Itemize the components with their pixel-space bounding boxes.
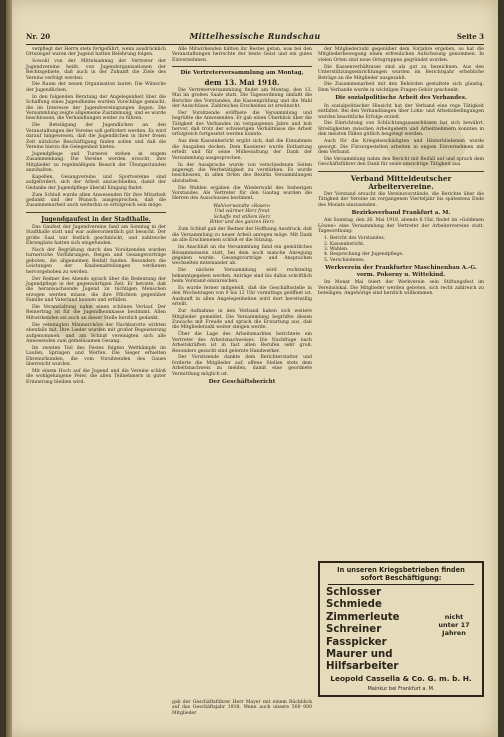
article-paragraph: Alle Mitwirkenden hätten ihr Bestes getan, was bei den Veranstaltungen herrschte der beste Geist und ein gutes Einvernehmen. <box>172 47 312 63</box>
article-paragraph: Kapellen, Gesangvereine und Sportvereine sind aufgefordert, sich der Arbeit anzuschließen, damit der Gedanke der Jugendpflege überall Eingang findet. <box>26 174 166 191</box>
article-paragraph: Jugendpflege und Turnerei stehen in engem Zusammenhang. Die Vereine werden ersucht, ihre Mitglieder zu regelmäßigem Besuch der Übungsstunden anzuhalten. <box>26 151 166 174</box>
ad-job: Schreiner <box>326 624 382 636</box>
article-paragraph: verpflegt der Herrn stets fortgeführt, wenn ausdrücklich Ortszeiger waren der Jugend hatten Belehrung folgen. <box>26 47 166 58</box>
job-advertisement <box>318 561 484 697</box>
article-paragraph: Sowohl von der Mittelsammig der Vertreter der Jugendvereine heißt, von Jugendorganisationen der Rechtsgebiete, daß auch in der Zukunft die Ziele des Vereins verfolgt werden. <box>26 59 166 81</box>
article-paragraph: In der Aussprache wurde von verschiedenen Seiten angeregt, die Werbetätigkeit zu verstärken. Es wurde beschlossen, in allen Orten des Bezirks Versammlungen abzuhalten. <box>172 162 312 184</box>
column-1 <box>26 47 166 387</box>
ad-job: Fasspicker <box>326 636 387 648</box>
ad-age-requirement: nicht unter 17 Jahren <box>438 613 470 637</box>
poem-verse <box>172 204 312 226</box>
article-paragraph: Das Gaufest der Jugendvereine fand am Sonntag in der Stadthalle statt und war außerordentlich gut besucht. Der große Saal war festlich geschmückt, und zahlreiche Ehrengäste hatten sich eingefunden. <box>26 224 166 247</box>
subsection-heading: Die sozialpolitische Arbeit des Verbandes. <box>335 95 467 102</box>
ad-job: Schmiede <box>326 599 382 611</box>
district-heading: Bezirksverband Frankfurt a. M. <box>351 209 451 216</box>
article-paragraph: In sozialpolitischer Hinsicht hat der Verband eine rege Tätigkeit entfaltet. Bei den Verhandlungen über Lohn- und Arbeitsbedingungen wurden beachtliche Erfolge erzielt. <box>318 103 484 120</box>
ad-company-name: Leopold Cassella & Co. G. m. b. H. <box>330 674 472 683</box>
article-paragraph: Die Zusammenarbeit mit den Behörden gestaltete sich günstig. Dem Verbande wurde in wichtigen Fragen Gehör geschenkt. <box>318 82 484 93</box>
ad-job-list <box>326 587 399 674</box>
agenda-item: 1. Bericht des Vorstandes. <box>324 236 386 242</box>
newspaper-page <box>6 0 498 737</box>
article-paragraph: Der Vorstand ersucht die Vereinsvorstände, die Berichte über die Tätigkeit der Vereine im vergangenen Vierteljahr bis spätestens Ende des Monats einzusenden. <box>318 191 484 208</box>
works-association-heading: Werkverein der Frankfurter Maschinenbau A.-G. vorm. Pokorny u. Wittekind. <box>325 265 477 278</box>
page-header <box>26 30 484 45</box>
article-paragraph: Die Kassenverhältnisse sind als gut zu bezeichnen. Aus den Unterstützungseinrichtungen wurden im Berichtsjahr erhebliche Beträge an die Mitglieder ausgezahlt. <box>318 64 484 81</box>
page-number: Seite 3 <box>456 32 484 41</box>
poem-line: Und wärmer Herz freut <box>214 209 270 215</box>
article-paragraph: Nach der Begrüßung durch den Vorsitzenden wurden turnerische Vorführungen, Reigen und Gesangsvorträge geboten, die allgemeinen Beifall fanden. Besonders die Leistungen der Knabenabteilungen verdienen hervorgehoben zu werden. <box>26 248 166 275</box>
article-paragraph: Die Versammlung nahm den Bericht mit Beifall auf und sprach dem Geschäftsführer den Dank für seine umsichtige Tätigkeit aus. <box>318 156 484 168</box>
article-paragraph: Der Vorsitzende dankte dem Berichterstatter und forderte die Mitglieder auf, offene Stellen stets dem Arbeitsnachweis zu melden, damit eine geordnete Vermittlung möglich ist. <box>172 355 312 377</box>
ad-subheading: sofort Beschäftigung: <box>328 574 474 585</box>
ad-job: Zimmerleute <box>326 611 400 623</box>
article-paragraph: Die Einrichtung von Schlichtungsausschüssen hat sich bewährt. Streitigkeiten zwischen Arbeitgebern und Arbeitnehmern konnten in den meisten Fällen gütlich beigelegt werden. <box>318 121 484 138</box>
article-paragraph: Der Vorsitzende eröffnete die Versammlung und begrüßte die Anwesenden. Er gab einen Überblick über die Tätigkeit des Verbandes im vergangenen Jahre und hob hervor, daß trotz der schwierigen Verhältnisse die Arbeit erfolgreich fortgesetzt werden konnte. <box>172 110 312 138</box>
article-paragraph: Im zweiten Teil des Festes folgten Wettkämpfe im Laufen, Springen und Werfen. Die Sieger erhielten Ehrenurkunden, die vom Vorsitzenden des Gaues überreicht wurden. <box>26 345 166 368</box>
article-paragraph: Im Monat Mai feiert der Werkverein sein Stiftungsfest im Vereinslokal. Die Mitglieder werden gebeten, sich recht zahlreich zu beteiligen. Angehörige sind herzlich willkommen. <box>318 280 484 296</box>
article-paragraph: der Mitgliederzahl gegenüber dem Vorjahre ergeben, so hat die Mitgliederbewegung einen erfreulichen Aufschwung genommen. In vielen Orten sind neue Ortsgruppen gegründet worden. <box>318 47 484 63</box>
page-binding-edge <box>6 0 12 737</box>
article-paragraph: gab der Geschäftsführer Herr Mayer mit einem Rückblick auf das Geschäftsjahr 1918. Wenn auch unsere 500 000 Mitglieder <box>172 700 312 716</box>
ad-job: Schlosser <box>326 587 382 598</box>
article-paragraph: Die Veranstaltung nahm einen schönen Verlauf. Der Reinertrag ist für die Jugendheimkasse bestimmt. Allen Mitwirkenden sei auch an dieser Stelle herzlich gedankt. <box>26 305 166 321</box>
article-paragraph: Am Sonntag, den 26. Mai 1918, abends 6 Uhr, findet im »Goldenen Löwen« eine Versammlung der Vertreter der Arbeitervereine statt. Tagesordnung: <box>318 218 484 235</box>
meeting-heading: Die Vertreterversammlung am Montag, <box>180 70 304 77</box>
article-paragraph: In den folgenden Beratung der Angelegenheit über die Schaffung eines Jugendheims wurden Vorschläge gemacht, die im Interesse der Jugendvereinigungen liegen. Die Versammlung zeigte allgemeine Zustimmung, und es wurde beschlossen, die Verhandlungen weiter zu führen. <box>26 94 166 122</box>
column-3 <box>318 47 484 298</box>
ad-job: Maurer und <box>326 649 393 661</box>
article-paragraph: Über die Lage des Arbeitsmarktes berichtete ein Vertreter des Arbeitsnachweises. Die Nachfrage nach Arbeitskräften ist in fast allen Berufen sehr groß. Besonders gesucht sind gelernte Handwerker. <box>172 332 312 354</box>
agenda-list <box>324 236 484 263</box>
poem-line: Schaffe mit stillem Herz <box>213 214 271 220</box>
ad-company-address: Mainkur bei Frankfurt a. M. <box>367 686 435 692</box>
article-paragraph: Auch für die Kriegsbeschädigten und Hinterbliebenen wurde gesorgt. Die Fürsorgestellen arbeiten in engem Einvernehmen mit dem Verband. <box>318 139 484 155</box>
meeting-date: dem 13. Mai 1918. <box>204 77 280 87</box>
section-heading: Jugendgaufest in der Stadthalle. <box>41 215 151 223</box>
article-paragraph: Aus dem Kassenbericht ergibt sich, daß die Einnahmen die Ausgaben decken. Dem Kassierer wurde Entlastung erteilt und für seine Mühewaltung der Dank der Versammlung ausgesprochen. <box>172 139 312 161</box>
article-paragraph: Die Vertreterversammlung findet am Montag, den 13. Mai im großen Saale statt. Die Tagesordnung umfaßt die Berichte des Vorstandes, die Kassenprüfung und die Wahl der Ausschüsse. Zahlreiches Erscheinen ist erwünscht. <box>172 87 312 109</box>
agenda-item: 3. Wahlen. <box>324 246 349 252</box>
issue-number: Nr. 20 <box>26 32 51 41</box>
column-2 <box>172 47 312 388</box>
article-paragraph: Zum Schluß wurde allen Anwesenden für ihre Mitarbeit gedankt und der Wunsch ausgesprochen, daß die Zusammenarbeit auch weiterhin so erfolgreich sein möge. <box>26 192 166 209</box>
agenda-item: 2. Kassenbericht. <box>324 241 365 247</box>
article-paragraph: Zum Schluß gab der Redner der Hoffnung Ausdruck, daß die Versammlung zu neuer Arbeit anregen möge. Mit Dank an alle Erschienenen schloß er die Sitzung. <box>172 227 312 244</box>
agenda-item: 4. Besprechung der Jugendpflege. <box>324 252 404 258</box>
article-paragraph: Der Redner des Abends sprach über die Bedeutung der Jugendpflege in der gegenwärtigen Zeit. Er betonte, daß die heranwachsende Jugend zu tüchtigen Menschen erzogen werden müsse, die ihre Pflichten gegenüber Familie und Vaterland kennen und erfüllen. <box>26 276 166 304</box>
poem-line: Bitter und des ganzen Herz <box>209 220 275 226</box>
article-paragraph: Die vereinigten Männerchöre der Nachbarorte wirkten ebenfalls mit. Ihre Lieder wurden mit großer Begeisterung aufgenommen, und am Schluß vereinigten sich alle Anwesenden zum gemeinsamen Gesang. <box>26 322 166 344</box>
article-paragraph: Die Beteiligung der Jugendlichen an den Veranstaltungen der Vereine soll gefördert werden. Es wird darauf hingewiesen, daß die Jugendlichen in ihrer freien Zeit nützliche Beschäftigung finden sollen und daß die Vereine hierzu die Gelegenheit bieten. <box>26 123 166 150</box>
article-paragraph: Zur Aufnahme in den Verband haben sich weitere Mitglieder gemeldet. Die Versammlung begrüßte diesen Zuwachs mit Freude und sprach die Erwartung aus, daß die Mitgliederzahl weiter steigen werde. <box>172 309 312 331</box>
article-paragraph: Die Raum der neuen Organisation lautet: Die Wünsche der Jugendlichen. <box>26 82 166 93</box>
announcements-heading: Verband Mitteldeutscher Arbeitervereine. <box>350 173 452 191</box>
article-paragraph: Mit einem Hoch auf die Jugend und die Vereine schloß die wohlgelungene Feier, die allen Teilnehmern in guter Erinnerung bleiben wird. <box>26 369 166 385</box>
article-paragraph: Im Anschluß an die Versammlung fand ein gemütliches Beisammensein statt, bei dem noch manche Anregung gegeben wurde. Gesangsvorträge und Ansprachen wechselten miteinander ab. <box>172 245 312 267</box>
column-divider <box>318 171 484 172</box>
poem-line: Wahlverwandte »Rosen« <box>213 203 271 209</box>
column-divider <box>26 212 166 213</box>
newspaper-title: Mittelhessische Rundschau <box>189 31 321 41</box>
ad-heading: In unseren Kriegsbetrieben finden <box>337 566 465 574</box>
agenda-item: 5. Verschiedenes. <box>324 257 365 263</box>
subsection-heading: Der Geschäftsbericht <box>208 379 276 386</box>
column-divider <box>172 66 312 67</box>
article-paragraph: Es wurde ferner mitgeteilt, daß die Geschäftsstelle in den Wochentagen von 9 bis 12 Uhr vormittags geöffnet ist. Auskunft in allen Angelegenheiten wird dort bereitwillig erteilt. <box>172 286 312 308</box>
article-paragraph: Die Wahlen ergaben die Wiederwahl des bisherigen Vorstandes. Als Vertreter für den Gautag wurden die Herren des Ausschusses bestimmt. <box>172 185 312 202</box>
ad-job: Hilfsarbeiter <box>326 661 399 673</box>
article-paragraph: Die nächste Versammlung wird rechtzeitig bekanntgegeben werden. Anträge sind bis dahin schriftlich beim Vorstand einzureichen. <box>172 268 312 285</box>
